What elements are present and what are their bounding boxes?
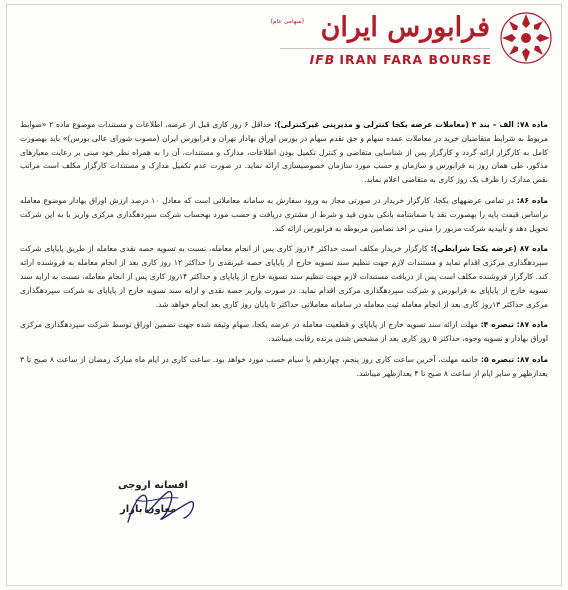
- paragraph-article-87-note-5: [20, 353, 548, 381]
- paragraph-article-86: [20, 194, 548, 235]
- paragraph-article-87-note-4: [20, 318, 548, 346]
- letterhead: [214, 8, 554, 74]
- letter-body: [20, 118, 548, 388]
- paragraph-text: خاتمه مهلت، آخرین ساعت کاری روز پنجم، چهاردهم یا سیام حسب مورد خواهد بود. ساعت کاری در ایام ماه مبارک رمضان از ساعت ۸ صبح تا ۳ بعدازظهر و سایر ایام از ساعت ۸ صبح تا ۴ بعدازظهر میباشد.: [20, 354, 548, 378]
- ifb-emblem-icon: [498, 10, 554, 66]
- paragraph-text: حداقل ۶ روز کاری قبل از عرضه، اطلاعات و مستندات موضوع ماده ۲ «ضوابط مربوط به شرایط متقاضیان خرید در معاملات عمده سهام و حق تقدم سهام در بورس اوراق بهادار تهران و فرابورس ایران (مصوب شورای عالی بورس)» باید بهصورت کامل به کارگزار ارائه گردد و کارگزار پس از شناسایی متقاضی و کنترل تکمیل بودن اطلاعات، مدارک و مستندات، آن را به همراه نظر خود مبنی بر رعایت معیارهای مذکور، طی همان روز به فرابورس و سازمان و حسب مورد سازمان خصوصیسازی ارائه نماید. در صورت عدم تکمیل مدارک و مستندات کارگزار مکلف است مراتب نقص مدارک را ظرف یک روز کاری به متقاضی اعلام نماید.: [20, 120, 548, 185]
- logo-divider: [280, 48, 490, 49]
- paragraph-title: ماده ۸۷: تبصره ۵:: [480, 354, 549, 364]
- paragraph-text: کارگزار خریدار مکلف است حداکثر ۱۴روز کاری پس از انجام معامله، نسبت به تسویه حصه نقدی معامله از طریق پایاپای شرکت سپردهگذاری مرکزی اقدام نماید و مستندات لازم جهت تنظیم سند تسویه خارج از پایاپای حصه غیرنقدی را حداکثر ۱۲ روز کاری بعد از انجام معامله به فروشنده ارائه کند. کارگزار فروشنده مکلف است پس از دریافت مستندات لازم جهت تنظیم سند تسویه خارج از پایاپای و حداکثر ۱۴روز کاری پس از انجام معامله، نسبت به ارایه سند تسویه خارج از پایاپای به فرابورس و شرکت سپردهگذاری مرکزی اقدام نماید. در صورت واریز حصه نقدی و ارایه سند تسویه خارج از پایاپای به شرکت سپردهگذاری مرکزی حداکثر ۱۳روز کاری بعد از انجام معامله ثبت معامله در سامانه معاملاتی حداکثر تا پایان روز کاری بعد انجام خواهد شد.: [20, 244, 548, 309]
- logo-company-type: (سهامی عام): [270, 18, 304, 25]
- signatory-name: افسانه اروجی: [118, 480, 188, 491]
- paragraph-title: ماده ۸۷: تبصره ۴:: [480, 320, 549, 330]
- paragraph-text: مهلت ارائه سند تسویه خارج از پایاپای و قطعیت معامله در عرضه یکجا، سهام وثیقه شده جهت تضمین اوراق توسط شرکت سپردهگذاری مرکزی اوراق بهادار و تسویه وجوه، حداکثر ۵ روز کاری بعد از مشخص شدن برنده رقابت میباشد.: [20, 320, 548, 344]
- paragraph-article-87: [20, 242, 548, 311]
- logo-en-name: IRAN FARA BOURSE: [339, 52, 492, 67]
- logo-wordmark-en: [310, 52, 492, 67]
- paragraph-title: ماده ۸۷ (عرضه یکجا شرایطی):: [430, 244, 548, 254]
- logo-wordmark-fa: فرابورس ایران: [320, 12, 490, 43]
- paragraph-text: در تمامی عرضههای یکجا، کارگزار خریدار در صورتی مجاز به ورود سفارش به سامانه معاملاتی است که معادل ۱۰ درصد ارزش اوراق بهادار موضوع معامله براساس قیمت پایه را بهصورت نقد یا ضمانتنامه بانکی بدون قید و شرط از مشتری دریافت و حسب مورد بهحساب شرکت سپردهگذاری مرکزی واریز یا به این شرکت تحویل دهد و تأییدیه شرکت مزبور را مبنی بر اخذ تضامین مربوطه به فرابورس ارائه کند.: [20, 195, 548, 233]
- logo-ifb-prefix: IFB: [309, 52, 336, 67]
- signatory-title: معاون بازار: [120, 504, 177, 515]
- paragraph-title: ماده ۸۶:: [516, 195, 548, 205]
- signature-block: [98, 478, 208, 558]
- paragraph-title: ماده ۷۸: الف – بند ۳ (معاملات عرضه یکجا کنترلی و مدیریتی غیرکنترلی):: [274, 120, 548, 129]
- paragraph-article-78: [20, 118, 548, 187]
